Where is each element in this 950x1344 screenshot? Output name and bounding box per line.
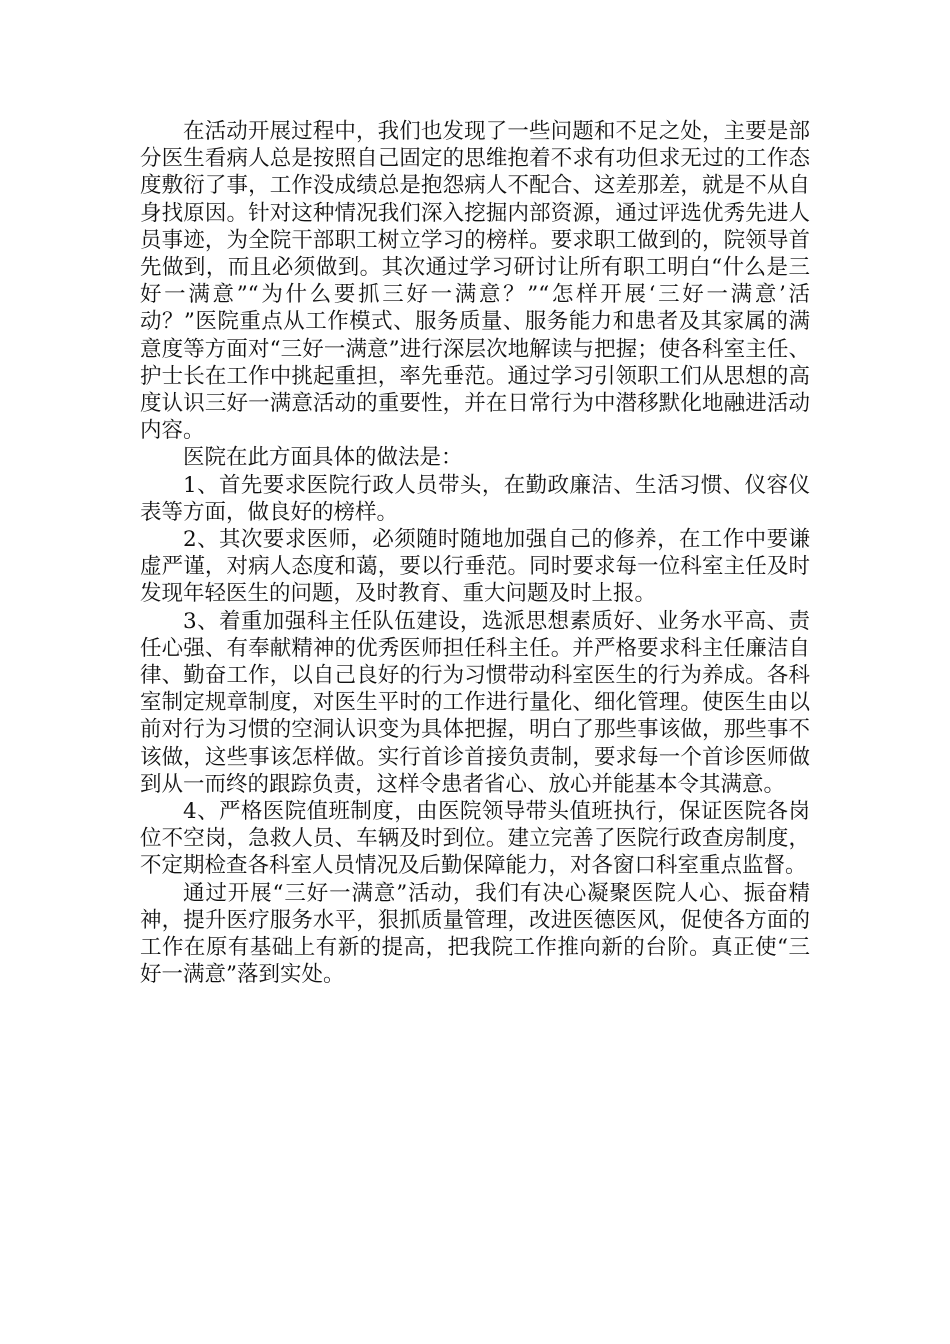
paragraph-methods-intro: 医院在此方面具体的做法是： bbox=[183, 445, 463, 471]
paragraph-problems: 在活动开展过程中，我们也发现了一些问题和不足之处，主要是部分医生看病人总是按照自己固定的思维抱着不求有功但求无过的工作态度敷衍了事，工作没成绩总是抱怨病人不配合、这差那差，就是不从自身找原因。针对这种情况我们深入挖掘内部资源，通过评选优秀先进人员事迹，为全院干部职工树立学习的榜样。要求职工做到的，院领导首先做到，而且必须做到。其次通过学习研讨让所有职工明白“什么是三好一满意”“为什么要抓三好一满意？”“怎样开展‘三好一满意’活动？”医院重点从工作模式、服务质量、服务能力和患者及其家属的满意度等方面对“三好一满意”进行深层次地解读与把握；使各科室主任、护士长在工作中挑起重担，率先垂范。通过学习引领职工们从思想的高度认识三好一满意活动的重要性，并在日常行为中潜移默化地融进活动内容。 bbox=[140, 119, 810, 444]
document-page bbox=[140, 118, 810, 989]
paragraph-item-1: 1、首先要求医院行政人员带头，在勤政廉洁、生活习惯、仪容仪表等方面，做良好的榜样。 bbox=[140, 472, 810, 525]
paragraph-item-4: 4、严格医院值班制度，由医院领导带头值班执行，保证医院各岗位不空岗，急救人员、车辆及时到位。建立完善了医院行政查房制度，不定期检查各科室人员情况及后勤保障能力，对各窗口科室重点监督。 bbox=[140, 799, 810, 879]
paragraph-item-3: 3、着重加强科主任队伍建设，选派思想素质好、业务水平高、责任心强、有奉献精神的优秀医师担任科主任。并严格要求科主任廉洁自律、勤奋工作，以自己良好的行为习惯带动科室医生的行为养成。各科室制定规章制度，对医生平时的工作进行量化、细化管理。使医生由以前对行为习惯的空洞认识变为具体把握，明白了那些事该做，那些事不该做，这些事该怎样做。实行首诊首接负责制，要求每一个首诊医师做到从一而终的跟踪负责，这样令患者省心、放心并能基本令其满意。 bbox=[140, 608, 810, 797]
paragraph-item-2: 2、其次要求医师，必须随时随地加强自己的修养，在工作中要谦虚严谨，对病人态度和蔼，要以行垂范。同时要求每一位科室主任及时发现年轻医生的问题，及时教育、重大问题及时上报。 bbox=[140, 527, 810, 607]
paragraph-conclusion: 通过开展“三好一满意”活动，我们有决心凝聚医院人心、振奋精神，提升医疗服务水平，狠抓质量管理，改进医德医风，促使各方面的工作在原有基础上有新的提高，把我院工作推向新的台阶。真正使“三好一满意”落到实处。 bbox=[140, 880, 810, 988]
